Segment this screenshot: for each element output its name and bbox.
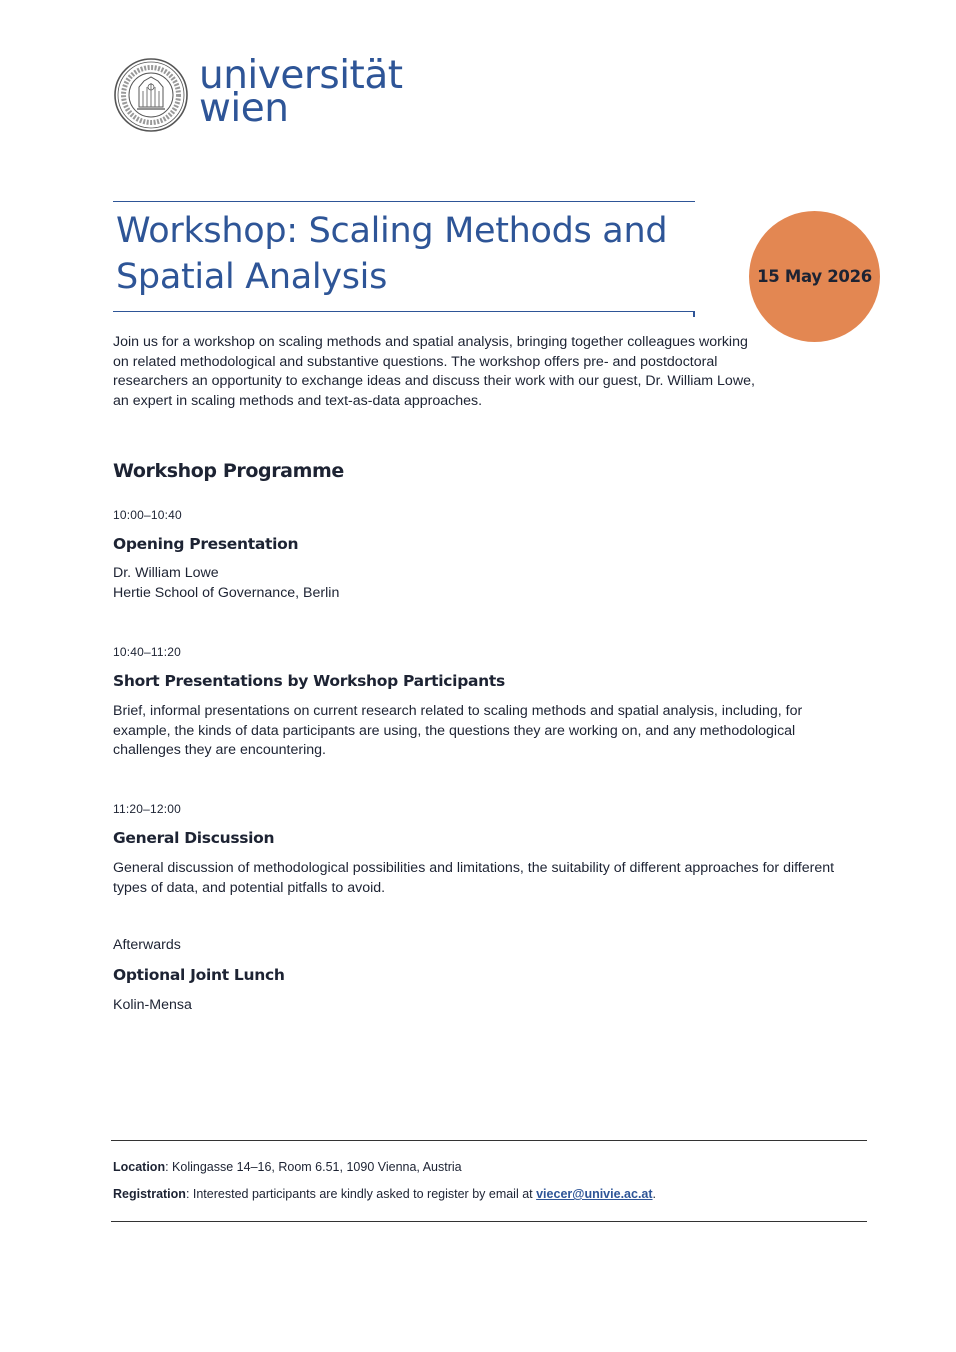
session-title: Short Presentations by Workshop Participants [113,672,505,690]
session-time: 11:20–12:00 [113,802,182,816]
title-top-rule [113,201,695,202]
registration-line [113,1187,656,1201]
intro-paragraph: Join us for a workshop on scaling methods and spatial analysis, bringing together colleagues working on related methodological and substantive questions. The workshop offers pre- and postdoctoral researchers an opportunity to exchange ideas and discuss their work with our guest, Dr. William Lowe, an expert in scaling methods and text-as-data approaches. [113,334,755,409]
registration-text: : Interested participants are kindly asked to register by email at [185,1187,537,1201]
event-date: 15 May 2026 [757,267,872,286]
registration-end: . [652,1187,657,1201]
university-seal-icon [113,57,189,133]
page-title: Workshop: Scaling Methods and Spatial Analysis [116,211,668,297]
university-logo [113,53,413,137]
location-text: : Kolingasse 14–16, Room 6.51, 1090 Vienna, Austria [165,1160,462,1174]
session-title: Opening Presentation [113,535,299,553]
session-time: 10:40–11:20 [113,645,182,659]
programme-heading: Workshop Programme [113,460,344,482]
session-description: General discussion of methodological possibilities and limitations, the suitability of different approaches for different types of data, and potential pitfalls to avoid. [113,860,835,896]
session-title: General Discussion [113,829,275,847]
session-title: Optional Joint Lunch [113,966,285,984]
footer-top-rule [111,1140,867,1141]
session-description: Brief, informal presentations on current research related to scaling methods and spatial analysis, including, for example, the kinds of data participants are using, the questions they are working on, and any methodological challenges they are encountering. [113,703,803,759]
logo-line-1: universität [199,53,403,98]
session-time: Afterwards [113,937,181,953]
session-time: 10:00–10:40 [113,508,182,522]
title-rule-tick [693,311,695,317]
date-badge [749,211,880,342]
speaker-affiliation: Hertie School of Governance, Berlin [113,585,340,601]
speaker-name: Dr. William Lowe [113,565,219,581]
footer-bottom-rule [111,1221,867,1222]
location-line [113,1160,462,1174]
logo-wordmark [199,53,403,131]
logo-line-2: wien [199,86,289,131]
location-label: Location [113,1160,166,1174]
registration-label: Registration [113,1187,186,1201]
session-place: Kolin-Mensa [113,997,192,1013]
email-link[interactable]: viecer@univie.ac.at [536,1187,653,1201]
title-bottom-rule [113,311,695,312]
